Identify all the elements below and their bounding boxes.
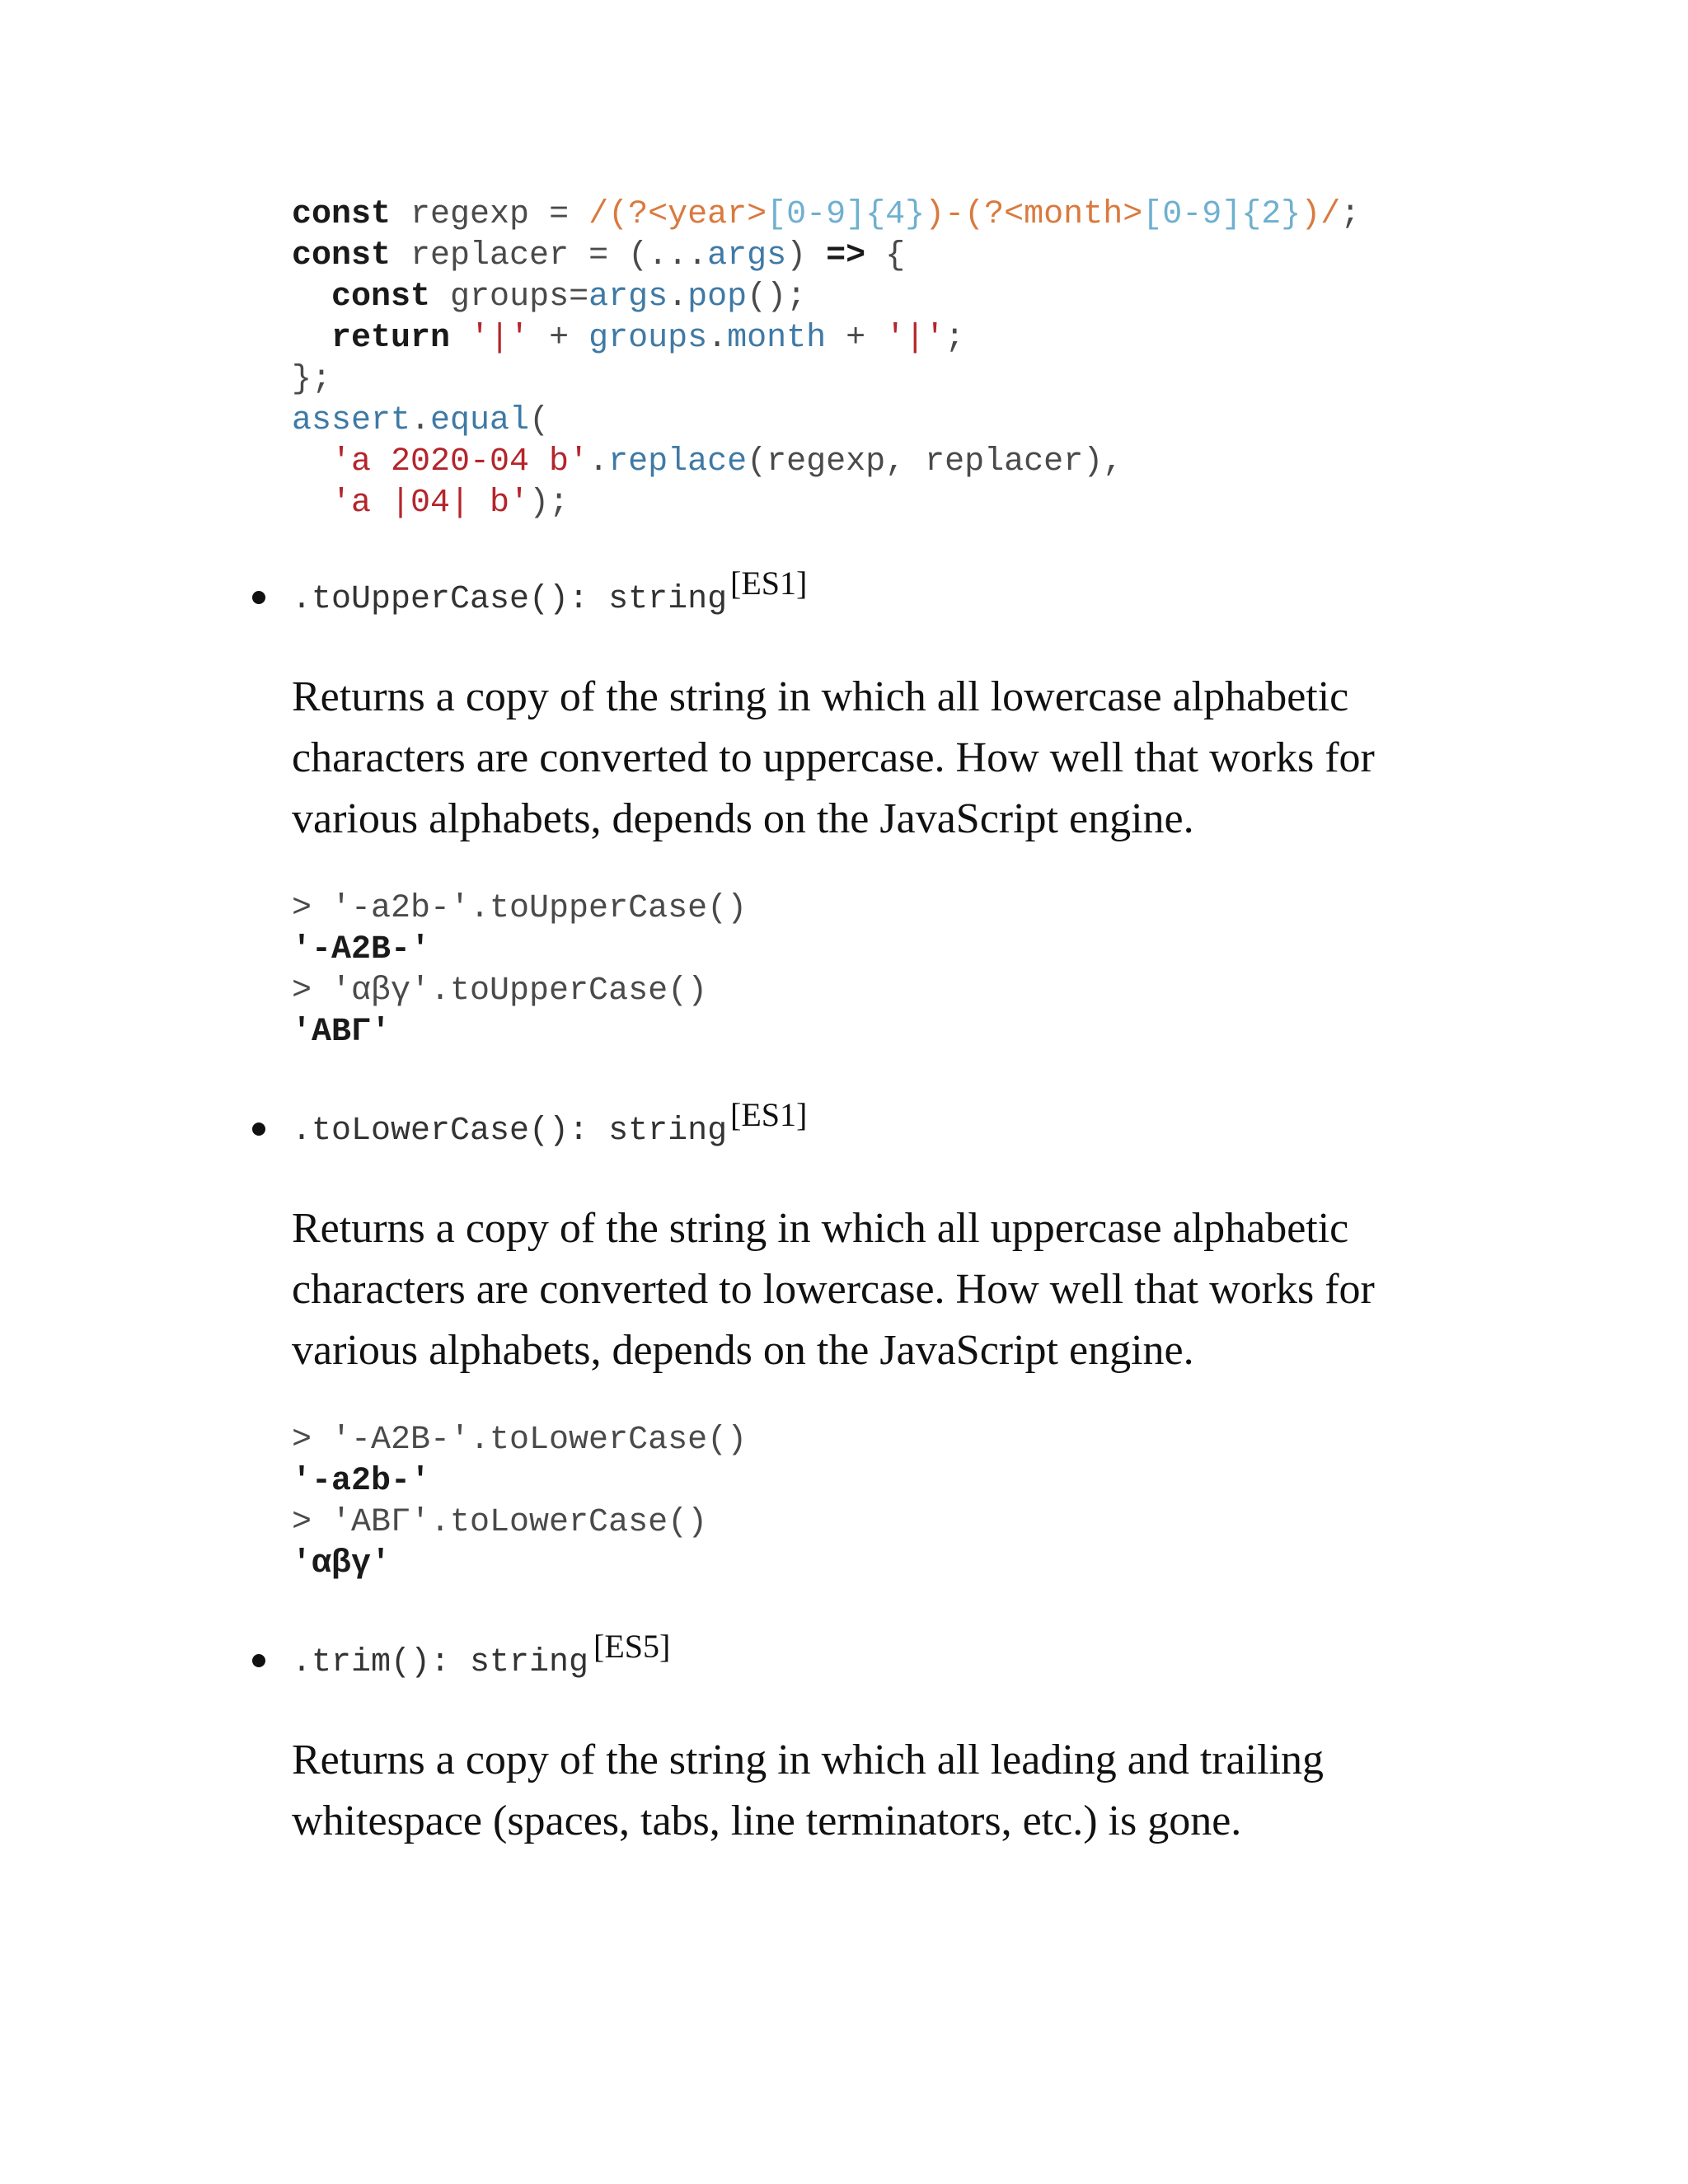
repl-output: '-A2B-'	[292, 931, 431, 968]
code-line: assert.equal(	[292, 402, 550, 439]
repl-input: > '-a2b-'.toUpperCase()	[292, 890, 748, 927]
code-line: };	[292, 361, 332, 398]
bullet-icon	[252, 1654, 265, 1667]
repl-example	[292, 888, 747, 1053]
es-version-badge: [ES1]	[730, 565, 808, 602]
method-item-touppercase	[0, 565, 1688, 622]
bullet-icon	[252, 591, 265, 604]
repl-output: 'ΑΒΓ'	[292, 1014, 392, 1051]
method-item-trim	[0, 1628, 1688, 1685]
method-signature: .toLowerCase(): string	[292, 1113, 728, 1150]
code-line: return '|' + groups.month + '|';	[331, 320, 965, 357]
repl-input: > 'ΑΒΓ'.toLowerCase()	[292, 1504, 708, 1541]
method-description: Returns a copy of the string in which all lowercase alphabetic characters are converted to uppercase. How well that works for various alphabets, depends on the JavaScript engine.	[292, 673, 1375, 842]
code-line: 'a 2020-04 b'.replace(regexp, replacer),	[331, 443, 1123, 480]
repl-output: '-a2b-'	[292, 1463, 431, 1500]
es-version-badge: [ES1]	[730, 1096, 808, 1133]
method-description: Returns a copy of the string in which all leading and trailing whitespace (spaces, tabs, line terminators, etc.) is gone.	[292, 1736, 1325, 1844]
code-line: const replacer = (...args) => {	[292, 237, 906, 274]
code-line: 'a |04| b');	[331, 485, 570, 522]
repl-example	[292, 1420, 747, 1585]
repl-output: 'αβγ'	[292, 1545, 392, 1582]
repl-input: > 'αβγ'.toUpperCase()	[292, 972, 708, 1010]
es-version-badge: [ES5]	[593, 1628, 671, 1665]
code-line: const groups=args.pop();	[331, 279, 807, 316]
method-signature: .trim(): string	[292, 1644, 589, 1681]
method-signature: .toUpperCase(): string	[292, 581, 728, 618]
repl-input: > '-A2B-'.toLowerCase()	[292, 1422, 748, 1459]
code-line: const regexp = /(?<year>[0-9]{4})-(?<month>[0-9]{2})/;	[292, 196, 1361, 233]
code-block-replacer	[292, 194, 1360, 524]
method-item-tolowercase	[0, 1096, 1688, 1154]
method-description: Returns a copy of the string in which all uppercase alphabetic characters are converted to lowercase. How well that works for various alphabets, depends on the JavaScript engine.	[292, 1205, 1375, 1374]
bullet-icon	[252, 1122, 265, 1136]
